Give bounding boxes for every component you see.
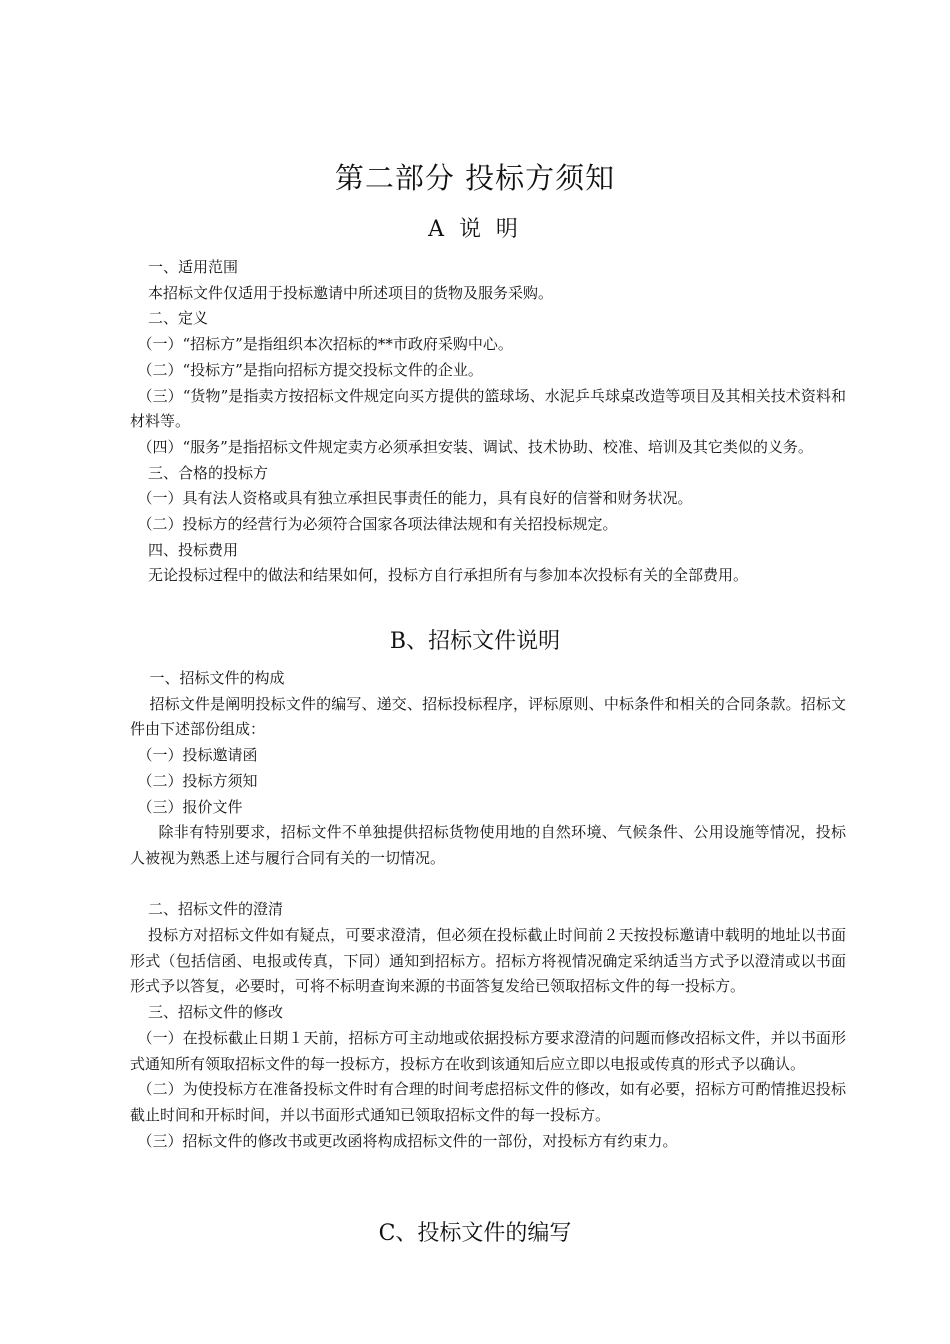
- paragraph: （三）招标文件的修改书或更改函将构成招标文件的一部份，对投标方有约束力。: [137, 1131, 678, 1150]
- paragraph: 招标文件是阐明投标文件的编写、递交、招标投标程序，评标原则、中标条件和相关的合同条款。招标文件由下述部份组成：: [130, 694, 846, 739]
- list-item: （三）报价文件: [137, 797, 243, 816]
- paragraph: （二）为使投标方在准备投标文件时有合理的时间考虑招标文件的修改，如有必要，招标方可酌情推迟投标截止时间和开标时间，并以书面形式通知已领取招标文件的每一投标方。: [130, 1080, 846, 1124]
- paragraph: （二）投标方的经营行为必须符合国家各项法律法规和有关招投标规定。: [137, 515, 618, 534]
- paragraph: （一）“招标方”是指组织本次招标的**市政府采购中心。: [137, 335, 513, 354]
- subheading: 二、定义: [148, 309, 209, 328]
- subheading: 三、招标文件的修改: [148, 1003, 284, 1022]
- section-b-heading: B、招标文件说明: [389, 629, 561, 654]
- section-a-heading: A 说 明: [428, 217, 522, 242]
- paragraph: （一）具有法人资格或具有独立承担民事责任的能力，具有良好的信誉和财务状况。: [137, 489, 693, 508]
- paragraph: （二）“投标方”是指向招标方提交投标文件的企业。: [137, 360, 483, 379]
- paragraph: 本招标文件仅适用于投标邀请中所述项目的货物及服务采购。: [148, 283, 554, 302]
- section-c-heading: C、投标文件的编写: [378, 1221, 572, 1246]
- subheading: 一、招标文件的构成: [149, 669, 285, 687]
- page-title: 第二部分 投标方须知: [334, 161, 616, 195]
- paragraph: （一）在投标截止日期１天前，招标方可主动地或依据投标方要求澄清的问题而修改招标文件，并以书面形式通知所有领取招标文件的每一投标方，投标方在收到该通知后应立即以电报或传真的形式予以确认。: [130, 1028, 846, 1073]
- list-item: （二）投标方须知: [137, 771, 258, 790]
- paragraph: 投标方对招标文件如有疑点，可要求澄清，但必须在投标截止时间前２天按投标邀请中载明的地址以书面形式（包括信函、电报或传真，下同）通知到招标方。招标方将视情况确定采纳适当方式予以澄清或以书面形式予以答复，必要时，可将不标明查询来源的书面答复发给已领取招标文件的每一投标方。: [130, 926, 846, 996]
- paragraph: 除非有特别要求，招标文件不单独提供招标货物使用地的自然环境、气候条件、公用设施等情况，投标人被视为熟悉上述与履行合同有关的一切情况。: [130, 823, 846, 867]
- paragraph: （四）“服务”是指招标文件规定卖方必须承担安装、调试、技术协助、校准、培训及其它类似的义务。: [137, 437, 813, 456]
- subheading: 二、招标文件的澄清: [148, 900, 284, 919]
- section-b-body: [130, 666, 846, 1154]
- paragraph: （三）“货物”是指卖方按招标文件规定向买方提供的篮球场、水泥乒乓球桌改造等项目及其相关技术资料和材料等。: [130, 386, 846, 431]
- subheading: 三、合格的投标方: [148, 463, 269, 482]
- paragraph: 无论投标过程中的做法和结果如何，投标方自行承担所有与参加本次投标有关的全部费用。: [148, 566, 749, 585]
- subheading: 一、适用范围: [148, 258, 239, 276]
- section-a-body: [130, 255, 846, 589]
- subheading: 四、投标费用: [148, 540, 239, 559]
- blank-line: [130, 872, 846, 898]
- list-item: （一）投标邀请函: [137, 746, 258, 765]
